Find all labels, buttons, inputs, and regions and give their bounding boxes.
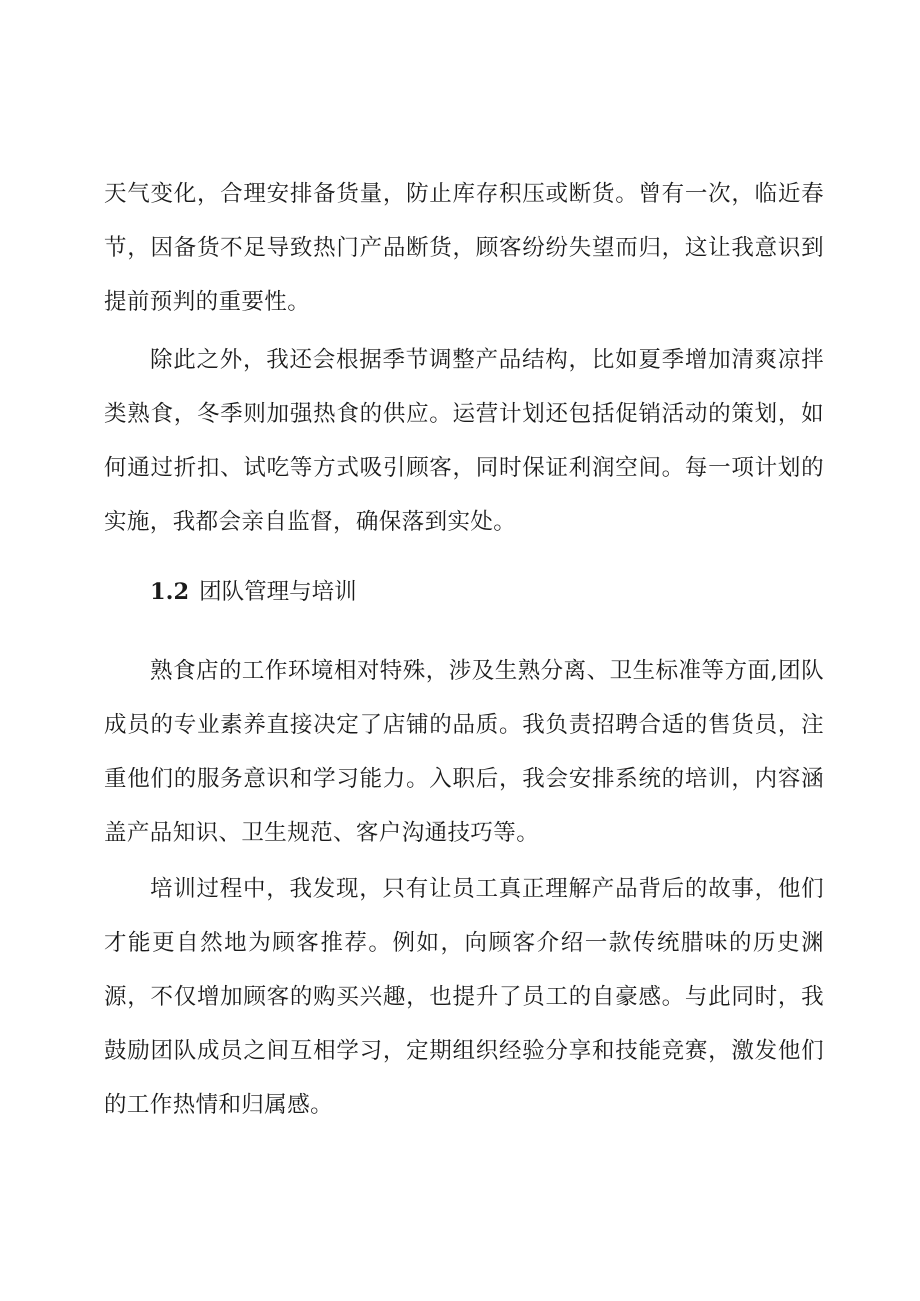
paragraph-team-recruitment: 熟食店的工作环境相对特殊，涉及生熟分离、卫生标准等方面,团队成员的专业素养直接决定了店铺的品质。我负责招聘合适的售货员，注重他们的服务意识和学习能力。入职后，我会安排系统的培训，内容涵盖产品知识、卫生规范、客户沟通技巧等。 [104,658,824,846]
section-number: 1.2 [150,579,190,605]
section-heading [150,570,357,614]
section-title: 团队管理与培训 [199,579,357,605]
paragraph-seasonal-operations: 除此之外，我还会根据季节调整产品结构，比如夏季增加清爽凉拌类熟食，冬季则加强热食的供应。运营计划还包括促销活动的策划，如何通过折扣、试吃等方式吸引顾客，同时保证利润空间。每一项计划的实施，我都会亲自监督，确保落到实处。 [104,347,824,535]
paragraph-inventory-planning: 天气变化，合理安排备货量，防止库存积压或断货。曾有一次，临近春节，因备货不足导致热门产品断货，顾客纷纷失望而归，这让我意识到提前预判的重要性。 [104,181,824,315]
paragraph-training-process: 培训过程中，我发现，只有让员工真正理解产品背后的故事，他们才能更自然地为顾客推荐。例如，向顾客介绍一款传统腊味的历史渊源，不仅增加顾客的购买兴趣，也提升了员工的自豪感。与此同时，我鼓励团队成员之间互相学习，定期组织经验分享和技能竞赛，激发他们的工作热情和归属感。 [104,876,824,1118]
